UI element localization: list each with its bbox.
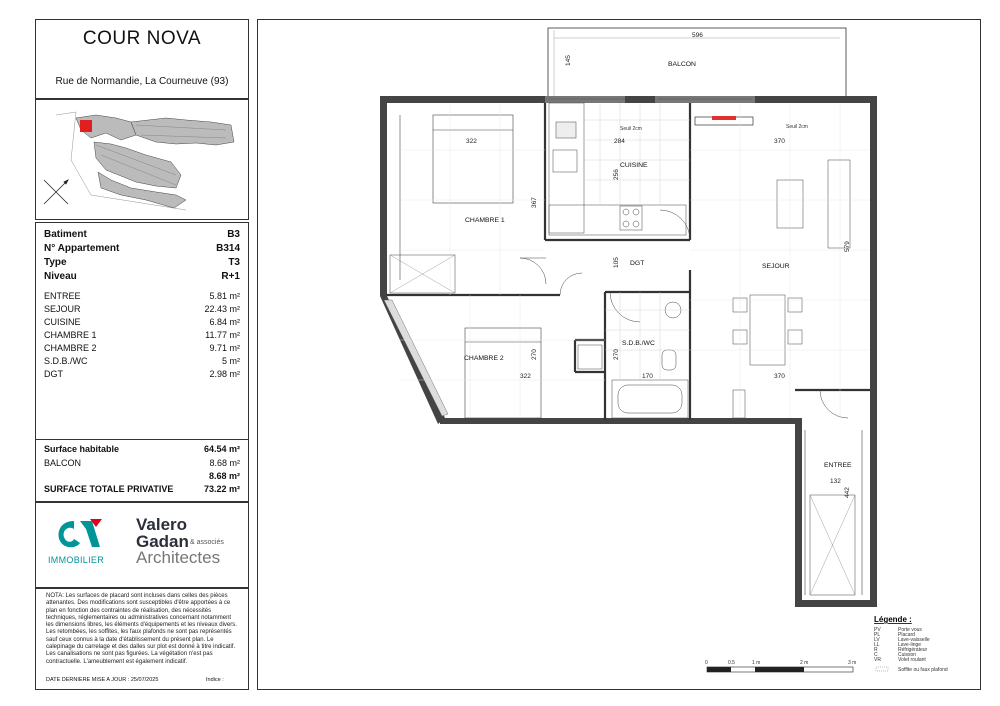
ca-name: IMMOBILIER xyxy=(48,555,105,565)
update-date: DATE DERNIERE MISE A JOUR : 25/07/2025 xyxy=(46,677,159,683)
svg-text:1 m: 1 m xyxy=(752,660,761,666)
dim-sejour-w: 370 xyxy=(774,138,785,145)
svg-text:0: 0 xyxy=(705,660,708,666)
room-row: CHAMBRE 2 9.71 m² xyxy=(44,343,240,353)
living-furniture xyxy=(733,160,850,418)
svg-text:VR: VR xyxy=(874,657,881,663)
dim-sdb-w: 170 xyxy=(642,373,653,380)
svg-text:Cuisson: Cuisson xyxy=(898,652,917,658)
label-sejour: SEJOUR xyxy=(762,263,790,270)
dim-cuisine-h: 256 xyxy=(613,169,620,180)
svg-text:Soffite ou faux plafond: Soffite ou faux plafond xyxy=(898,667,948,673)
room-row: DGT 2.98 m² xyxy=(44,369,240,379)
dim-sdb-h: 270 xyxy=(613,349,620,360)
seuil-cuisine: Seuil 2cm xyxy=(620,126,642,132)
exterior-walls xyxy=(380,96,877,607)
label-balcon: BALCON xyxy=(668,61,696,68)
legend xyxy=(874,615,948,673)
label-chambre1: CHAMBRE 1 xyxy=(465,217,505,224)
dim-balcon-h: 145 xyxy=(565,55,572,66)
room-row: ENTREE 5.81 m² xyxy=(44,291,240,301)
dim-ch2-h: 270 xyxy=(531,349,538,360)
bathroom-fixtures xyxy=(578,302,688,418)
dim-ch2-w: 322 xyxy=(520,373,531,380)
spec-row: N° Appartement B314 xyxy=(44,243,240,254)
legal-note: NOTA: Les surfaces de placard sont incluses dans celles des pièces attenantes. Des modifications sont susceptibles d'être apportées à ce plan en fonction des contraintes de réalisation, des nécessités techniques, réglementaires ou administratives concernant notamment les dimensions libres, les éléments d'équipements et les niveaux divers. Les retombées, les soffites, les faux plafonds ne sont pas représentés sauf ceux connus à la date d'établissement du présent plan. Le calepinage du carrelage et des dalles sur plot est donné à titre indicatif. Les canalisations ne sont pas figurées. La végétation n'est pas contractuelle. L'ameublement est également indicatif. xyxy=(46,593,237,665)
legend-title: Légende : xyxy=(874,615,912,624)
spec-row: Batiment B3 xyxy=(44,229,240,240)
room-row: S.D.B./WC 5 m² xyxy=(44,356,240,366)
label-chambre2: CHAMBRE 2 xyxy=(464,355,504,362)
label-sdb: S.D.B./WC xyxy=(622,340,655,347)
spec-row: Type T3 xyxy=(44,257,240,268)
dim-ch1-w: 322 xyxy=(466,138,477,145)
total-row: SURFACE TOTALE PRIVATIVE 73.22 m² xyxy=(44,484,240,494)
door-swings xyxy=(520,210,848,418)
svg-text:Volet roulant: Volet roulant xyxy=(898,657,926,663)
arch-assoc: & associés xyxy=(190,539,224,546)
svg-text:LV: LV xyxy=(874,637,880,643)
svg-text:R: R xyxy=(874,647,878,653)
bed-chambre1 xyxy=(433,115,513,203)
svg-text:PL: PL xyxy=(874,632,881,638)
project-title: COUR NOVA xyxy=(82,28,202,49)
dim-entree-w: 132 xyxy=(830,478,841,485)
label-entree: ENTREE xyxy=(824,462,852,469)
annex-row: 8.68 m² xyxy=(208,471,240,481)
svg-text:Placard: Placard xyxy=(898,632,915,638)
svg-text:C: C xyxy=(874,652,878,658)
room-row: CHAMBRE 1 11.77 m² xyxy=(44,330,240,340)
dim-cuisine-w: 284 xyxy=(614,138,625,145)
svg-text:Lave-linge: Lave-linge xyxy=(898,642,922,648)
balcon-row: BALCON 8.68 m² xyxy=(44,458,240,468)
dim-entree-h: 442 xyxy=(844,487,851,498)
indice-label: Indice : xyxy=(206,677,224,683)
svg-text:Lave-vaisselle: Lave-vaisselle xyxy=(898,637,930,643)
svg-text:Porte vous: Porte vous xyxy=(898,627,922,633)
room-row: CUISINE 6.84 m² xyxy=(44,317,240,327)
svg-text:3 m: 3 m xyxy=(848,660,857,666)
svg-text:0.5: 0.5 xyxy=(728,660,735,666)
arch-line3: Architectes xyxy=(136,548,221,567)
habitable-row: Surface habitable 64.54 m² xyxy=(44,444,240,454)
label-dgt: DGT xyxy=(630,260,645,267)
scale-bar xyxy=(705,660,856,672)
project-address: Rue de Normandie, La Courneuve (93) xyxy=(55,76,229,87)
room-row: SEJOUR 22.43 m² xyxy=(44,304,240,314)
svg-text:2 m: 2 m xyxy=(800,660,809,666)
dim-sejour-h: 579 xyxy=(844,241,851,252)
spec-row: Niveau R+1 xyxy=(44,271,240,282)
arch-line2: Gadan xyxy=(136,532,189,551)
arch-line1: Valero xyxy=(136,515,188,534)
svg-text:LL: LL xyxy=(874,642,880,648)
kitchen-units xyxy=(549,103,686,235)
svg-text:PV: PV xyxy=(874,627,881,633)
seuil-sejour: Seuil 2cm xyxy=(786,124,808,130)
dim-sejour-w2: 370 xyxy=(774,373,785,380)
dim-dgt-h: 105 xyxy=(613,257,620,268)
label-cuisine: CUISINE xyxy=(620,162,648,169)
svg-text:Réfrigérateur: Réfrigérateur xyxy=(898,647,928,653)
interior-walls xyxy=(387,103,870,420)
dim-balcon-w: 596 xyxy=(692,32,703,39)
dim-ch1-h: 367 xyxy=(531,197,538,208)
